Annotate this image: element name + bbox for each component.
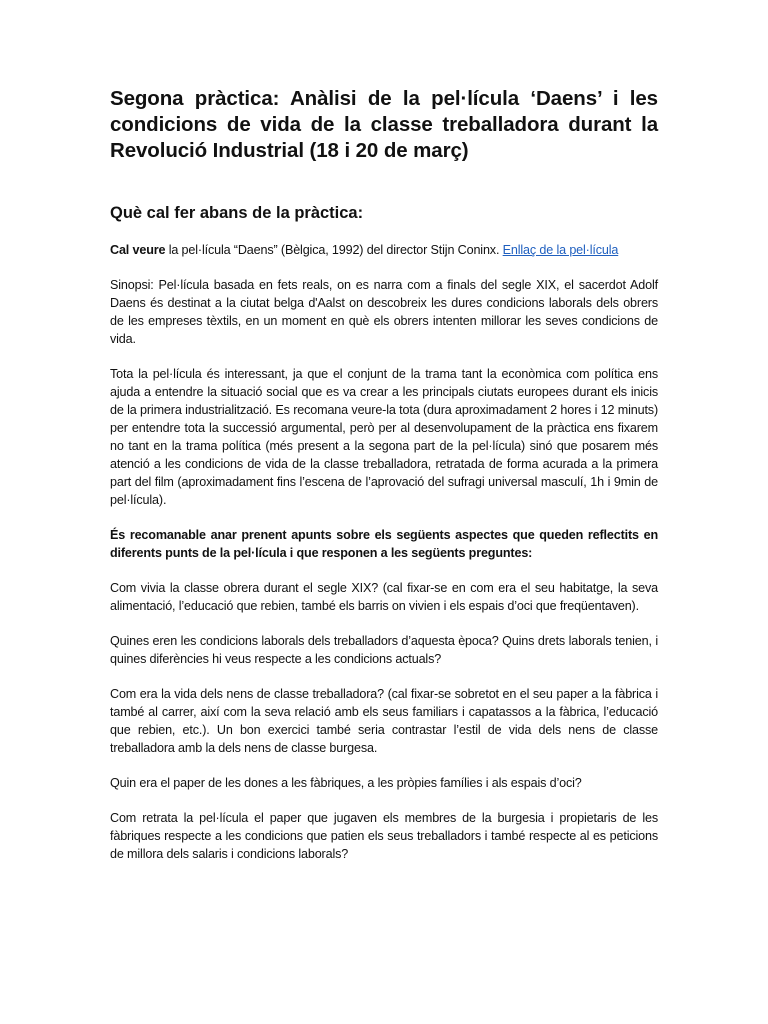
- question-4: Quin era el paper de les dones a les fàbriques, a les pròpies famílies i als espais d’oci?: [110, 776, 582, 790]
- section-subtitle: Què cal fer abans de la pràctica:: [110, 204, 364, 222]
- document-title: Segona pràctica: Anàlisi de la pel·lícula ‘Daens’ i les condicions de vida de la classe treballadora durant la Revolució Industrial (18 i 20 de març): [110, 87, 658, 162]
- intro-text: la pel·lícula “Daens” (Bèlgica, 1992) del director Stijn Coninx.: [165, 243, 503, 257]
- question-3: Com era la vida dels nens de classe treballadora? (cal fixar-se sobretot en el seu paper a la fàbrica i també al carrer, així com la seva relació amb els seus familiars i capatassos a la fàbrica, l’educació que rebien, etc.). Un bon exercici també seria contrastar l’estil de vida dels nens de classe treballadora amb la dels nens de classe burgesa.: [110, 687, 658, 755]
- question-1: Com vivia la classe obrera durant el segle XIX? (cal fixar-se en com era el seu habitatge, la seva alimentació, l’educació que rebien, també els barris on vivien i els espais d’oci que freqüentaven).: [110, 581, 658, 613]
- notes-instruction: És recomanable anar prenent apunts sobre els següents aspectes que queden reflectits en diferents punts de la pel·lícula i que responen a les següents preguntes:: [110, 528, 658, 560]
- film-description-paragraph: Tota la pel·lícula és interessant, ja que el conjunt de la trama tant la econòmica com política ens ajuda a entendre la situació social que es va crear a les principals ciutats europees durant els inicis de la primera industrialització. Es recomana veure-la tota (dura aproximadament 2 hores i 12 minuts) per entendre tota la successió argumental, però per al desenvolupament de la pràctica ens fixarem no tant en la trama política (més present a la segona part de la pel·lícula) sinó que posarem més atenció a les condicions de vida de la classe treballadora, retratada de forma acurada a la primera part del film (aproximadament fins l’escena de l’aprovació del sufragi universal masculí, 1h i 9min de pel·lícula).: [110, 367, 658, 507]
- intro-bold-lead: Cal veure: [110, 243, 166, 257]
- intro-paragraph: [110, 241, 658, 259]
- film-link[interactable]: Enllaç de la pel·lícula: [502, 243, 619, 257]
- question-2: Quines eren les condicions laborals dels treballadors d’aquesta època? Quins drets laborals tenien, i quines diferències hi veus respecte a les condicions actuals?: [110, 634, 658, 666]
- question-5: Com retrata la pel·lícula el paper que jugaven els membres de la burgesia i propietaris de les fàbriques respecte a les condicions que patien els seus treballadors i també respecte al es peticions de millora dels salaris i condicions laborals?: [110, 811, 658, 861]
- synopsis-paragraph: Sinopsi: Pel·lícula basada en fets reals, on es narra com a finals del segle XIX, el sacerdot Adolf Daens és destinat a la ciutat belga d'Aalst on descobreix les dures condicions laborals dels obrers de les empreses tèxtils, en un moment en què els obrers intenten millorar les seves condicions de vida.: [110, 278, 658, 346]
- document-page: [110, 86, 658, 880]
